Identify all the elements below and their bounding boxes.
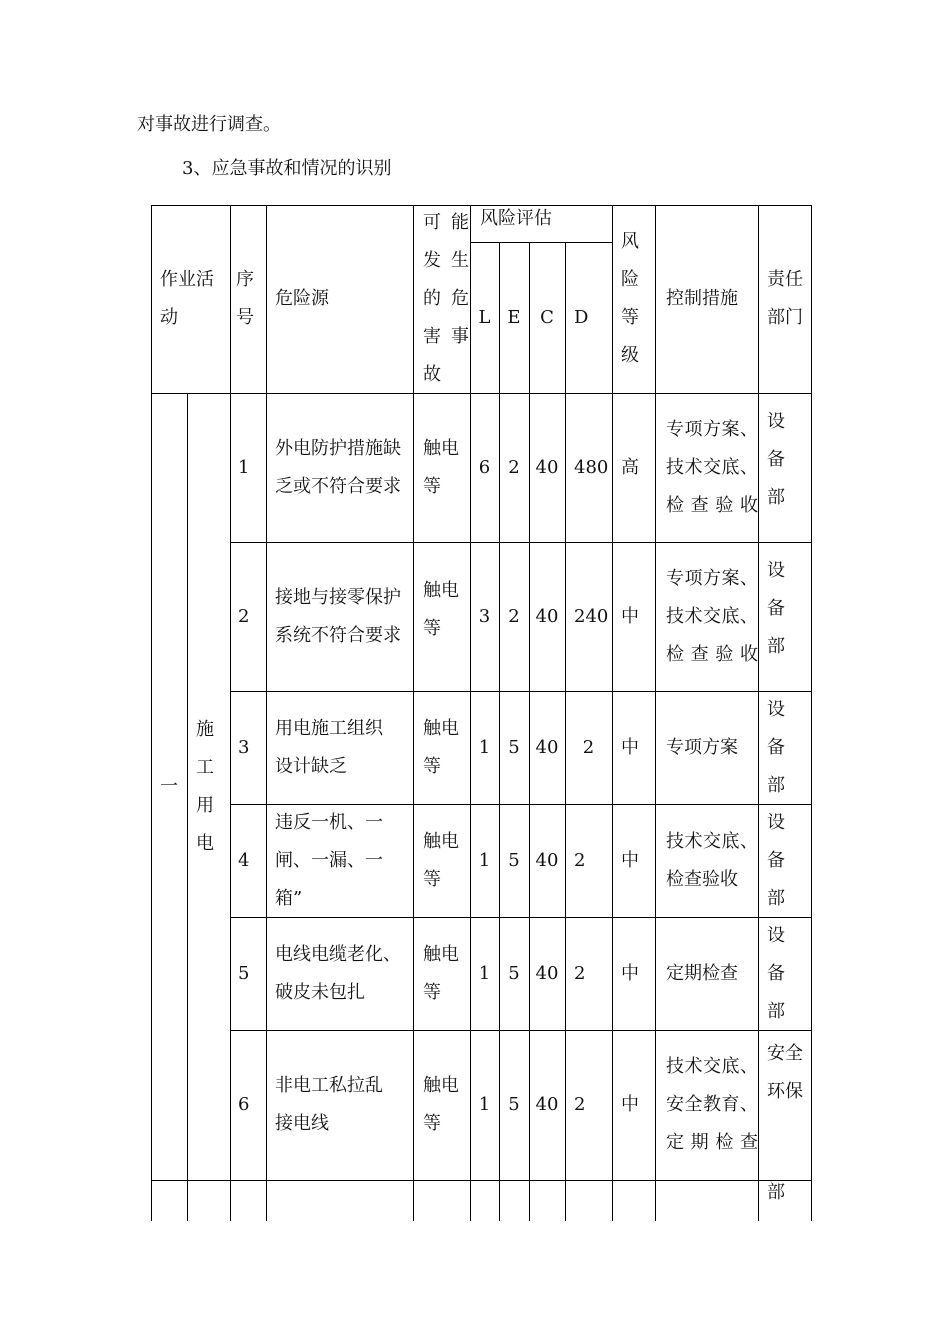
row-hazard: 接地与接零保护系统不符合要求 [275,586,401,646]
row-level: 中 [621,605,639,627]
row-hazard: 电线电缆老化、破皮未包扎 [275,943,401,1003]
row-accident: 触电等 [423,1075,459,1134]
row-seq: 4 [238,849,250,871]
row-l: 1 [478,1094,491,1115]
row-seq: 5 [238,962,250,984]
row-e: 5 [508,849,520,871]
row-level: 高 [621,456,639,478]
row-e: 5 [508,1094,520,1115]
row-e: 2 [508,605,520,627]
group-number: 一 [160,775,178,797]
table-line [230,205,231,1221]
section-title: 3、应急事故和情况的识别 [182,158,392,179]
row-dept: 安全环保 [767,1043,803,1102]
row-seq: 1 [238,456,250,478]
table-line [266,205,267,1221]
table-line [655,205,656,1221]
table-line [413,205,414,1221]
header-accident: 可能发生的危害事故 [423,212,469,385]
row-e: 5 [508,736,520,758]
row-accident: 触电等 [423,437,459,497]
group-name: 施工用电 [196,718,214,854]
header-l: L [478,307,491,328]
row-dept: 设备部 [767,812,785,909]
row-dept: 设备部 [767,699,785,796]
row-hazard: 违反一机、一闸、一漏、一箱” [275,811,383,909]
row-level: 中 [621,1094,639,1115]
row-level: 中 [621,849,639,871]
row-dept: 设备部 [767,560,785,657]
header-risk-level: 风险等级 [621,231,639,366]
table-line [187,393,188,1221]
row-c: 40 [535,1094,559,1115]
row-hazard: 用电施工组织设计缺乏 [275,717,383,777]
row-e: 2 [508,456,520,478]
header-seq: 序号 [236,269,254,328]
header-control: 控制措施 [666,288,738,309]
row-accident: 触电等 [423,830,459,890]
row-d: 480 [574,456,609,478]
header-c: C [540,307,554,328]
row-dept: 设备部 [767,411,785,508]
table-line [151,1180,811,1181]
header-e: E [507,307,521,328]
header-hazard: 危险源 [275,288,329,309]
row-e: 5 [508,962,520,984]
header-activity: 作业活动 [160,269,214,328]
header-risk-eval: 风险评估 [480,208,552,229]
row-control: 专项方案 [666,736,738,758]
row-c: 40 [535,736,559,758]
row-l: 1 [478,849,491,871]
row-seq: 3 [238,736,250,758]
row-dept: 设备部 [767,925,785,1022]
row-control: 技术交底、检查验收 [666,830,758,890]
header-d: D [574,307,589,328]
row-accident: 触电等 [423,943,459,1003]
row-d: 2 [574,1094,586,1115]
row-seq: 6 [238,1094,250,1115]
table-line [612,205,613,1221]
continuation-dept: 部 [767,1182,785,1203]
row-c: 40 [535,605,559,627]
row-l: 1 [478,962,491,984]
row-c: 40 [535,456,559,478]
row-accident: 触电等 [423,717,459,777]
row-accident: 触电等 [423,580,459,639]
row-hazard: 非电工私拉乱接电线 [275,1075,383,1134]
row-c: 40 [535,849,559,871]
row-control: 定期检查 [666,962,738,984]
row-seq: 2 [238,605,250,627]
row-c: 40 [535,962,559,984]
row-d: 2 [582,736,595,758]
row-control: 专项方案、技术交底、检查验收 [666,567,758,665]
row-l: 1 [478,736,491,758]
row-l: 3 [478,605,491,627]
row-hazard: 外电防护措施缺乏或不符合要求 [275,437,401,497]
row-l: 6 [478,456,491,478]
header-dept: 责任部门 [767,269,803,328]
row-level: 中 [621,962,639,984]
row-d: 2 [574,849,586,871]
table-line [758,205,759,1221]
row-control: 专项方案、技术交底、检查验收 [666,418,758,516]
row-level: 中 [621,736,639,758]
intro-text: 对事故进行调查。 [137,114,281,135]
row-control: 技术交底、安全教育、定期检查 [666,1056,758,1153]
row-d: 240 [574,605,609,627]
row-d: 2 [574,962,586,984]
